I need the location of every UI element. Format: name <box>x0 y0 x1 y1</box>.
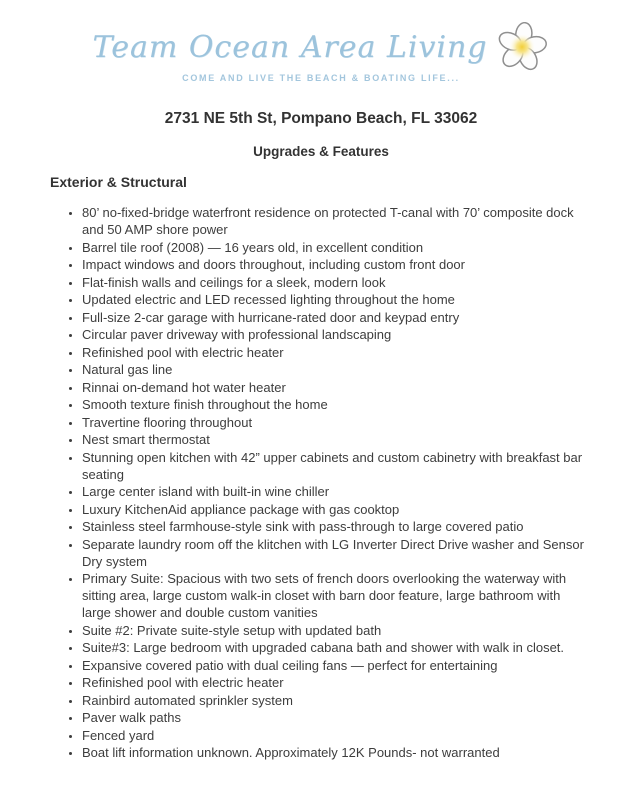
list-item: • Smooth texture finish throughout the home <box>82 396 592 413</box>
list-item: • Travertine flooring throughout <box>82 414 592 431</box>
section-heading: Exterior & Structural <box>50 174 187 190</box>
list-item: • Refinished pool with electric heater <box>82 344 592 361</box>
list-item: • Nest smart thermostat <box>82 431 592 448</box>
list-item: • Refinished pool with electric heater <box>82 674 592 691</box>
subtitle-heading: Upgrades & Features <box>253 144 389 159</box>
logo-title: Team Ocean Area Living <box>92 29 488 65</box>
logo-tagline: COME AND LIVE THE BEACH & BOATING LIFE... <box>182 73 460 83</box>
list-item: • Rinnai on-demand hot water heater <box>82 379 592 396</box>
list-item: • Luxury KitchenAid appliance package with gas cooktop <box>82 501 592 518</box>
list-item: • Natural gas line <box>82 361 592 378</box>
list-item: • Separate laundry room off the klitchen with LG Inverter Direct Drive washer and Sensor Dry system <box>82 536 592 570</box>
features-list <box>50 204 592 761</box>
list-item: • Suite #2: Private suite-style setup with updated bath <box>82 622 592 639</box>
logo <box>50 22 592 83</box>
address-heading: 2731 NE 5th St, Pompano Beach, FL 33062 <box>164 110 478 127</box>
plumeria-flower-icon <box>495 22 549 72</box>
list-item: • Suite#3: Large bedroom with upgraded cabana bath and shower with walk in closet. <box>82 639 592 656</box>
list-item: • 80’ no-fixed-bridge waterfront residence on protected T-canal with 70’ composite dock and 50 AMP shore power <box>82 204 592 238</box>
list-item: • Updated electric and LED recessed lighting throughout the home <box>82 291 592 308</box>
list-item: • Flat-finish walls and ceilings for a sleek, modern look <box>82 274 592 291</box>
list-item: • Large center island with built-in wine chiller <box>82 483 592 500</box>
list-item: • Rainbird automated sprinkler system <box>82 692 592 709</box>
list-item: • Fenced yard <box>82 727 592 744</box>
list-item: • Primary Suite: Spacious with two sets of french doors overlooking the waterway with sitting area, large custom walk-in closet with barn door feature, large bathroom with large shower and double custom vanities <box>82 570 592 621</box>
list-item: • Impact windows and doors throughout, including custom front door <box>82 256 592 273</box>
logo-row <box>50 22 592 72</box>
list-item: • Barrel tile roof (2008) — 16 years old, in excellent condition <box>82 239 592 256</box>
list-item: • Stunning open kitchen with 42” upper cabinets and custom cabinetry with breakfast bar seating <box>82 449 592 483</box>
list-item: • Paver walk paths <box>82 709 592 726</box>
list-item: • Full-size 2-car garage with hurricane-rated door and keypad entry <box>82 309 592 326</box>
list-item: • Boat lift information unknown. Approximately 12K Pounds- not warranted <box>82 744 592 761</box>
list-item: • Stainless steel farmhouse-style sink with pass-through to large covered patio <box>82 518 592 535</box>
list-item: • Expansive covered patio with dual ceiling fans — perfect for entertaining <box>82 657 592 674</box>
list-item: • Circular paver driveway with professional landscaping <box>82 326 592 343</box>
